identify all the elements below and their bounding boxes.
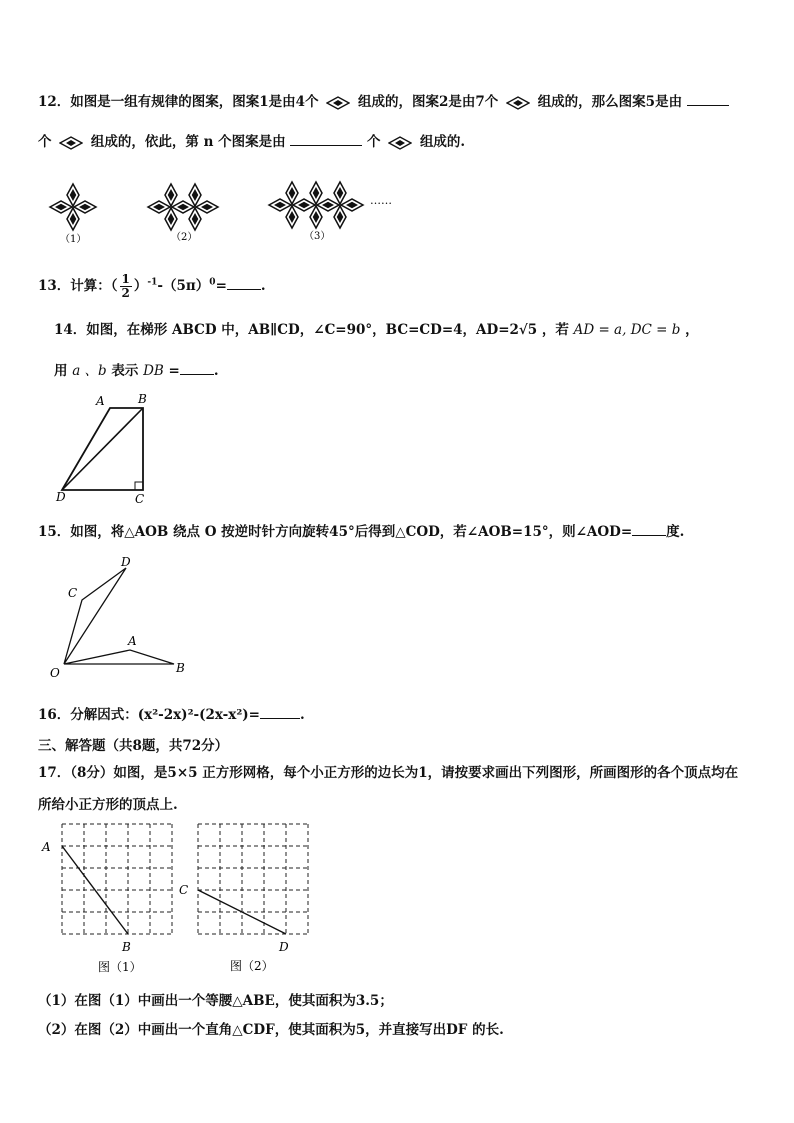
q16-text: 16．分解因式：(x²-2x)²-(2x-x²)= (38, 707, 260, 723)
q12-line1 (38, 90, 729, 110)
fig1-caption: 图（1） (98, 960, 142, 974)
q14-express: 表示 (111, 363, 139, 379)
label-A: A (128, 634, 137, 648)
q12-pattern-figure (40, 172, 410, 252)
q14-vector-ab: a 、b (72, 363, 107, 379)
q12-text-f: 个 (367, 134, 381, 150)
q16-line (38, 703, 305, 723)
label-B: B (176, 661, 185, 675)
pattern-2 (148, 184, 218, 230)
caption-1: （1） (60, 234, 87, 245)
trapezoid-figure (50, 388, 160, 508)
label-A: A (96, 394, 105, 408)
label-B: B (138, 392, 147, 406)
q14-comma: ， (685, 322, 699, 338)
label-D: D (279, 940, 289, 954)
q14-line2 (54, 359, 219, 379)
rotation-figure (46, 552, 196, 682)
q14-text: 14．如图，在梯形 ABCD 中，AB∥CD，∠C=90°，BC=CD=4，AD=2√5 ，若 (54, 322, 569, 338)
answer-blank (260, 705, 300, 719)
answer-blank (290, 132, 362, 146)
caption-3: （3） (304, 231, 331, 242)
label-A: A (42, 840, 51, 854)
fraction (120, 273, 132, 300)
q13-equals: = (215, 278, 227, 294)
grid-figure-2 (179, 824, 308, 973)
fraction-denominator: 2 (121, 286, 130, 300)
exponent: 0 (209, 277, 216, 288)
q14-vectors: AD = a, DC = b (573, 322, 681, 338)
q12-text-c: 组成的，那么图案5是由 (537, 94, 683, 110)
label-B: B (122, 940, 131, 954)
answer-blank (180, 361, 214, 375)
answer-blank (227, 276, 261, 290)
diamond-shape-icon (388, 136, 412, 150)
pattern-1 (50, 184, 96, 230)
q14-period: . (213, 363, 219, 379)
fraction-numerator: 1 (121, 272, 130, 286)
q14-use: 用 (54, 363, 68, 379)
q13-period: . (260, 278, 266, 294)
caption-2: （2） (171, 232, 198, 243)
q12-text-d: 个 (38, 134, 52, 150)
fig2-caption: 图（2） (230, 959, 274, 973)
q14-vector-db: DB (143, 363, 164, 379)
grid-figure-1 (41, 824, 172, 974)
diamond-shape-icon (59, 136, 83, 150)
label-O: O (50, 666, 60, 680)
q15-text: 15．如图，将△AOB 绕点 O 按逆时针方向旋转45°后得到△COD，若∠AOB=15°，则∠AOD= (38, 524, 633, 540)
q17-grids (36, 818, 326, 978)
q12-line2 (38, 130, 465, 150)
answer-blank (632, 522, 666, 536)
label-D: D (56, 490, 66, 504)
q14-equals: = (168, 363, 180, 379)
label-C: C (135, 492, 145, 506)
label-C: C (179, 883, 189, 897)
q12-text-b: 组成的，图案2是由7个 (357, 94, 499, 110)
q17-part1: （1）在图（1）中画出一个等腰△ABE，使其面积为3.5； (38, 993, 393, 1009)
q15-line (38, 520, 684, 540)
q12-text-e: 组成的，依此，第 n 个图案是由 (90, 134, 286, 150)
q16-end: . (299, 707, 305, 723)
q17-part2: （2）在图（2）中画出一个直角△CDF，使其面积为5，并直接写出DF 的长. (38, 1022, 504, 1038)
diamond-shape-icon (326, 96, 350, 110)
label-D: D (121, 555, 131, 569)
q13-rest: -（5π） (157, 278, 210, 294)
q17-line1: 17．（8分）如图，是5×5 正方形网格，每个小正方形的边长为1，请按要求画出下列图形，所画图形的各个顶点均在 (38, 765, 739, 781)
q13-mid: ） (133, 278, 148, 294)
pattern-3 (269, 182, 363, 228)
answer-blank (687, 92, 729, 106)
q12-text-g: 组成的. (419, 134, 466, 150)
q13-prefix: 13．计算：（ (38, 278, 118, 294)
section-title: 三、解答题（共8题，共72分） (38, 738, 229, 754)
q12-text-a: 12．如图是一组有规律的图案，图案1是由4个 (38, 94, 319, 110)
pattern-ellipsis: …… (370, 194, 392, 207)
label-C: C (68, 586, 78, 600)
q13-line (38, 273, 266, 300)
exponent: -1 (147, 277, 158, 288)
q17-line2: 所给小正方形的顶点上. (38, 797, 178, 813)
q15-end: 度. (666, 524, 685, 540)
q14-line1 (54, 318, 699, 338)
diamond-shape-icon (506, 96, 530, 110)
